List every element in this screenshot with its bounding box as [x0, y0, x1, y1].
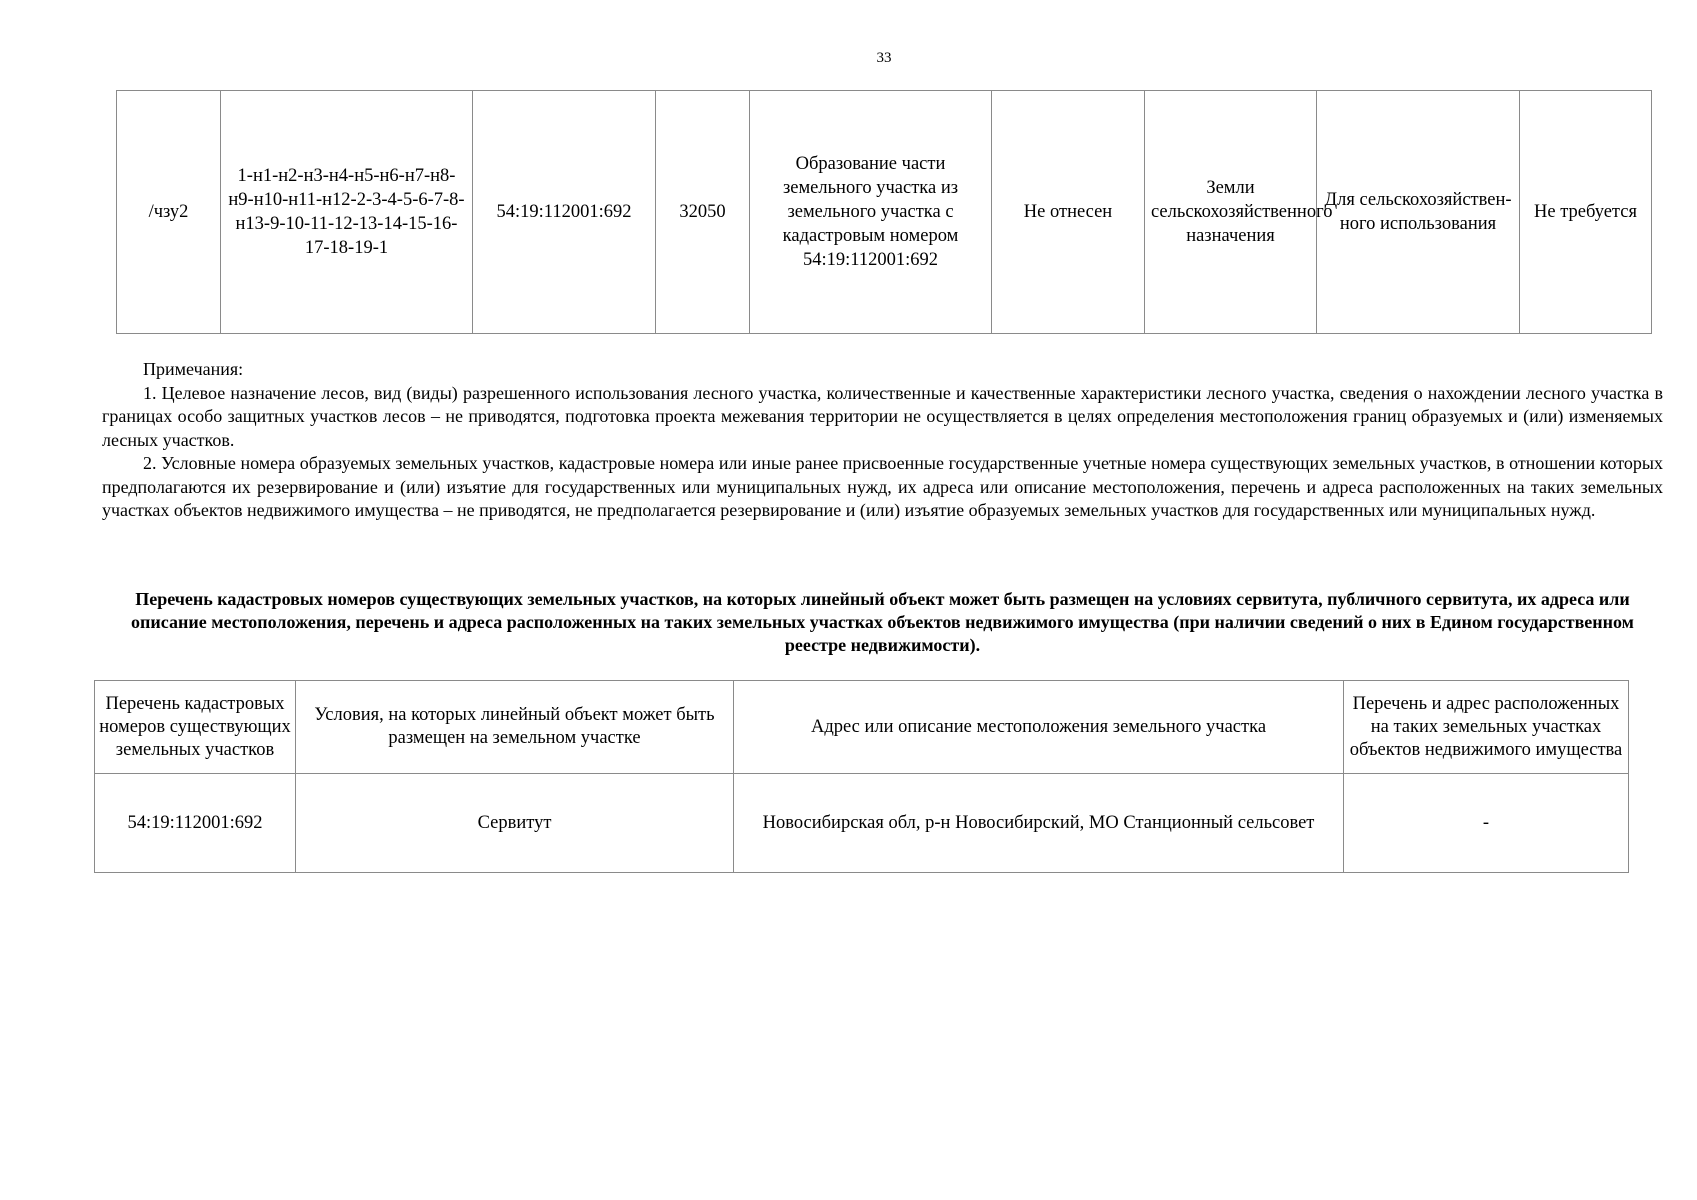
- address-cell: Новосибирская обл, р-н Новосибирский, МО Станционный сельсовет: [734, 774, 1344, 873]
- note-item: 2. Условные номера образуемых земельных участков, кадастровые номера или иные ранее присвоенные государственные учетные номера существующих земельных участков, в отношении которых предполагаются их резервирование и (или) изъятие для государственных или муниципальных нужд, их адреса или описание местоположения, перечень и адреса расположенных на таких земельных участках объектов недвижимого имущества – не приводятся, не предполагается резервирование и (или) изъятие образуемых земельных участков для государственных или муниципальных нужд.: [102, 453, 1663, 520]
- column-header: Адрес или описание местоположения земельного участка: [734, 681, 1344, 774]
- cadastral-number-cell: 54:19:112001:692: [95, 774, 296, 873]
- permitted-use-cell: Для сельскохозяйствен-ного использования: [1317, 91, 1520, 334]
- parcel-table: [116, 90, 1652, 334]
- boundary-points-cell: 1-н1-н2-н3-н4-н5-н6-н7-н8-н9-н10-н11-н12-2-3-4-5-6-7-8-н13-9-10-11-12-13-14-15-16-17-18-19-1: [221, 91, 473, 334]
- cadastral-number-cell: 54:19:112001:692: [473, 91, 656, 334]
- note-item: 1. Целевое назначение лесов, вид (виды) разрешенного использования лесного участка, количественные и качественные характеристики лесного участка, сведения о нахождении лесного участка в границах особо защитных участков лесов – не приводятся, подготовка проекта межевания территории не осуществляется в целях определения местоположения границ образуемых и (или) изменяемых лесных участков.: [102, 382, 1663, 450]
- area-cell: 32050: [656, 91, 750, 334]
- notes-title: Примечания:: [143, 359, 244, 379]
- public-use-cell: Не отнесен: [992, 91, 1145, 334]
- parcel-id-cell: /чзу2: [117, 91, 221, 334]
- column-header: Перечень и адрес расположенных на таких земельных участках объектов недвижимого имущества: [1344, 681, 1629, 774]
- reservation-cell: Не требуется: [1520, 91, 1652, 334]
- servitude-table: [94, 680, 1629, 873]
- table-header-row: [95, 681, 1629, 774]
- formation-method-cell: Образование части земельного участка из земельного участка с кадастровым номером 54:19:112001:692: [750, 91, 992, 334]
- land-category-cell: Земли сельскохозяйственного назначения: [1145, 91, 1317, 334]
- column-header: Условия, на которых линейный объект может быть размещен на земельном участке: [296, 681, 734, 774]
- table-row: [95, 774, 1629, 873]
- notes: [102, 358, 1663, 523]
- table-row: [117, 91, 1652, 334]
- page-number: 33: [876, 50, 892, 66]
- objects-cell: -: [1344, 774, 1629, 873]
- section-heading: Перечень кадастровых номеров существующих земельных участков, на которых линейный объект может быть размещен на условиях сервитута, публичного сервитута, их адреса или описание местоположения, перечень и адреса расположенных на таких земельных участках объектов недвижимого имущества (при наличии сведений о них в Едином государственном реестре недвижимости).: [131, 589, 1634, 655]
- column-header: Перечень кадастровых номеров существующих земельных участков: [95, 681, 296, 774]
- conditions-cell: Сервитут: [296, 774, 734, 873]
